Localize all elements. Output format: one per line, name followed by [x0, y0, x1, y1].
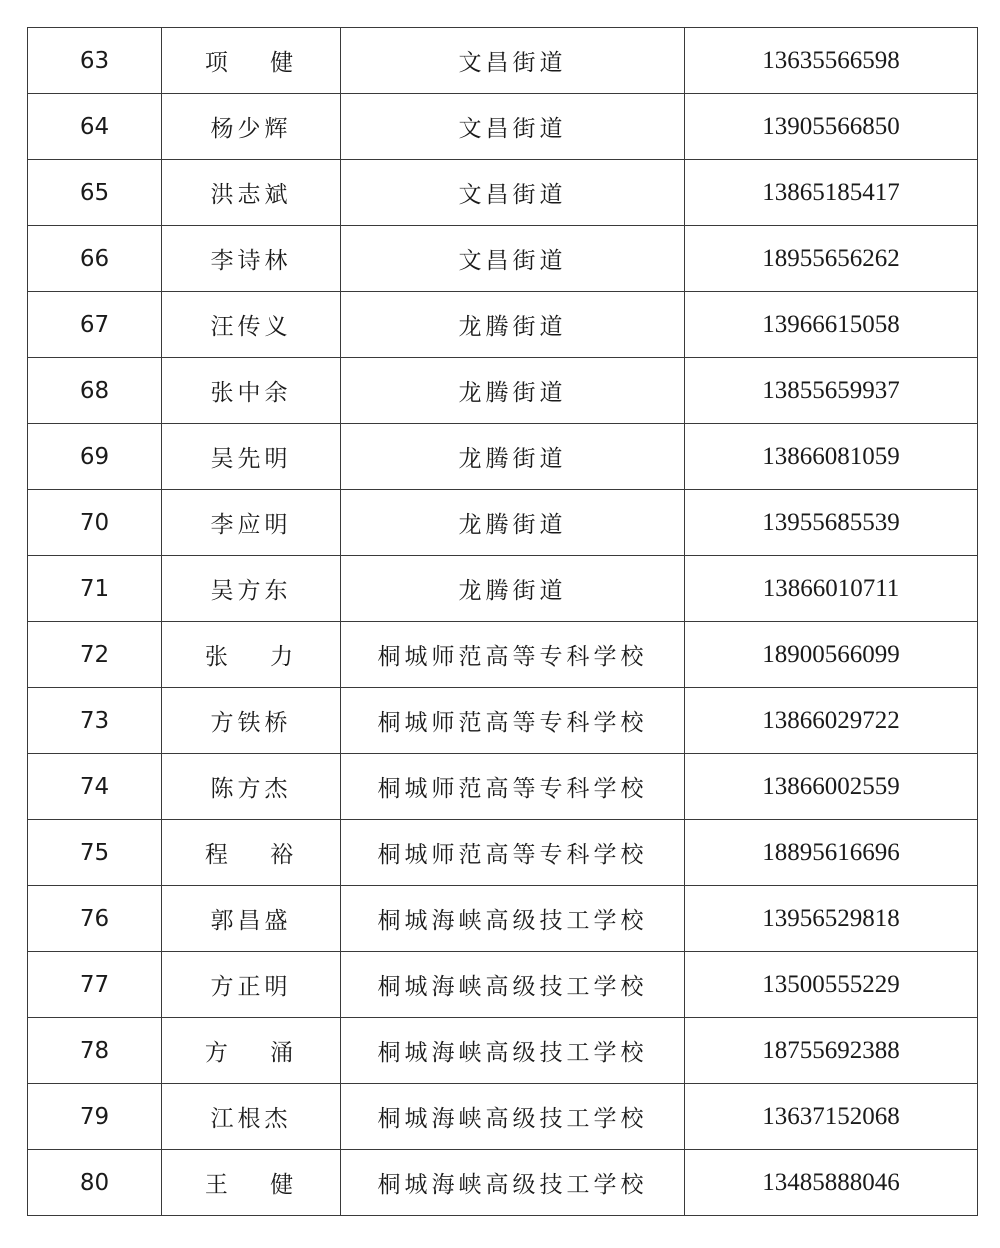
person-name-text: 吴方东 [210, 578, 292, 604]
phone-number: 13955685539 [685, 490, 978, 556]
person-name-text: 李应明 [210, 512, 292, 538]
unit-name: 桐城海峡高级技工学校 [341, 952, 685, 1018]
person-name [162, 688, 341, 754]
person-name [162, 1084, 341, 1150]
table-row [28, 688, 978, 754]
row-index: 71 [28, 556, 162, 622]
phone-number: 13485888046 [685, 1150, 978, 1216]
contact-table [27, 27, 978, 1216]
unit-name: 文昌街道 [341, 94, 685, 160]
row-index: 67 [28, 292, 162, 358]
person-name [162, 490, 341, 556]
table-row [28, 424, 978, 490]
unit-name: 桐城师范高等专科学校 [341, 820, 685, 886]
phone-number: 13866029722 [685, 688, 978, 754]
row-index: 73 [28, 688, 162, 754]
table-row [28, 622, 978, 688]
table-row [28, 754, 978, 820]
table-row [28, 490, 978, 556]
person-name-text: 张 力 [204, 644, 298, 670]
person-name [162, 226, 341, 292]
unit-name: 龙腾街道 [341, 292, 685, 358]
row-index: 77 [28, 952, 162, 1018]
table-row [28, 886, 978, 952]
table-row [28, 292, 978, 358]
unit-name: 文昌街道 [341, 160, 685, 226]
phone-number: 18755692388 [685, 1018, 978, 1084]
unit-name: 文昌街道 [341, 226, 685, 292]
person-name [162, 820, 341, 886]
phone-number: 13865185417 [685, 160, 978, 226]
row-index: 80 [28, 1150, 162, 1216]
person-name-text: 方正明 [210, 974, 292, 1000]
unit-name: 桐城海峡高级技工学校 [341, 886, 685, 952]
person-name [162, 556, 341, 622]
person-name [162, 1018, 341, 1084]
person-name-text: 王 健 [204, 1172, 298, 1198]
unit-name: 桐城师范高等专科学校 [341, 754, 685, 820]
person-name-text: 杨少辉 [210, 116, 292, 142]
row-index: 65 [28, 160, 162, 226]
unit-name: 桐城师范高等专科学校 [341, 622, 685, 688]
person-name-text: 项 健 [204, 50, 298, 76]
row-index: 69 [28, 424, 162, 490]
row-index: 66 [28, 226, 162, 292]
phone-number: 13866081059 [685, 424, 978, 490]
person-name-text: 吴先明 [210, 446, 292, 472]
row-index: 68 [28, 358, 162, 424]
table-row [28, 226, 978, 292]
phone-number: 13500555229 [685, 952, 978, 1018]
table-row [28, 1084, 978, 1150]
person-name-text: 方 涌 [204, 1040, 298, 1066]
phone-number: 13637152068 [685, 1084, 978, 1150]
person-name-text: 张中余 [210, 380, 292, 406]
phone-number: 13635566598 [685, 28, 978, 94]
phone-number: 18900566099 [685, 622, 978, 688]
row-index: 75 [28, 820, 162, 886]
person-name [162, 160, 341, 226]
row-index: 64 [28, 94, 162, 160]
person-name [162, 1150, 341, 1216]
unit-name: 桐城海峡高级技工学校 [341, 1018, 685, 1084]
row-index: 79 [28, 1084, 162, 1150]
unit-name: 桐城海峡高级技工学校 [341, 1084, 685, 1150]
phone-number: 13956529818 [685, 886, 978, 952]
person-name-text: 郭昌盛 [210, 908, 292, 934]
phone-number: 13966615058 [685, 292, 978, 358]
table-row [28, 556, 978, 622]
person-name-text: 方铁桥 [210, 710, 292, 736]
phone-number: 13866010711 [685, 556, 978, 622]
person-name [162, 28, 341, 94]
phone-number: 13905566850 [685, 94, 978, 160]
table-row [28, 358, 978, 424]
row-index: 78 [28, 1018, 162, 1084]
row-index: 76 [28, 886, 162, 952]
table-row [28, 952, 978, 1018]
table-body [28, 28, 978, 1216]
table-row [28, 1018, 978, 1084]
person-name [162, 754, 341, 820]
person-name-text: 李诗林 [210, 248, 292, 274]
row-index: 72 [28, 622, 162, 688]
unit-name: 桐城海峡高级技工学校 [341, 1150, 685, 1216]
person-name [162, 94, 341, 160]
person-name-text: 江根杰 [210, 1106, 292, 1132]
phone-number: 13855659937 [685, 358, 978, 424]
person-name [162, 622, 341, 688]
unit-name: 龙腾街道 [341, 556, 685, 622]
person-name [162, 886, 341, 952]
person-name-text: 洪志斌 [210, 182, 292, 208]
person-name-text: 汪传义 [210, 314, 292, 340]
table-row [28, 28, 978, 94]
phone-number: 13866002559 [685, 754, 978, 820]
phone-number: 18895616696 [685, 820, 978, 886]
unit-name: 文昌街道 [341, 28, 685, 94]
unit-name: 龙腾街道 [341, 490, 685, 556]
table-row [28, 160, 978, 226]
table-row [28, 94, 978, 160]
unit-name: 龙腾街道 [341, 358, 685, 424]
person-name-text: 程 裕 [204, 842, 298, 868]
phone-number: 18955656262 [685, 226, 978, 292]
table-row [28, 820, 978, 886]
row-index: 74 [28, 754, 162, 820]
unit-name: 龙腾街道 [341, 424, 685, 490]
person-name [162, 952, 341, 1018]
row-index: 70 [28, 490, 162, 556]
row-index: 63 [28, 28, 162, 94]
person-name [162, 292, 341, 358]
person-name [162, 358, 341, 424]
unit-name: 桐城师范高等专科学校 [341, 688, 685, 754]
table-row [28, 1150, 978, 1216]
person-name-text: 陈方杰 [210, 776, 292, 802]
person-name [162, 424, 341, 490]
